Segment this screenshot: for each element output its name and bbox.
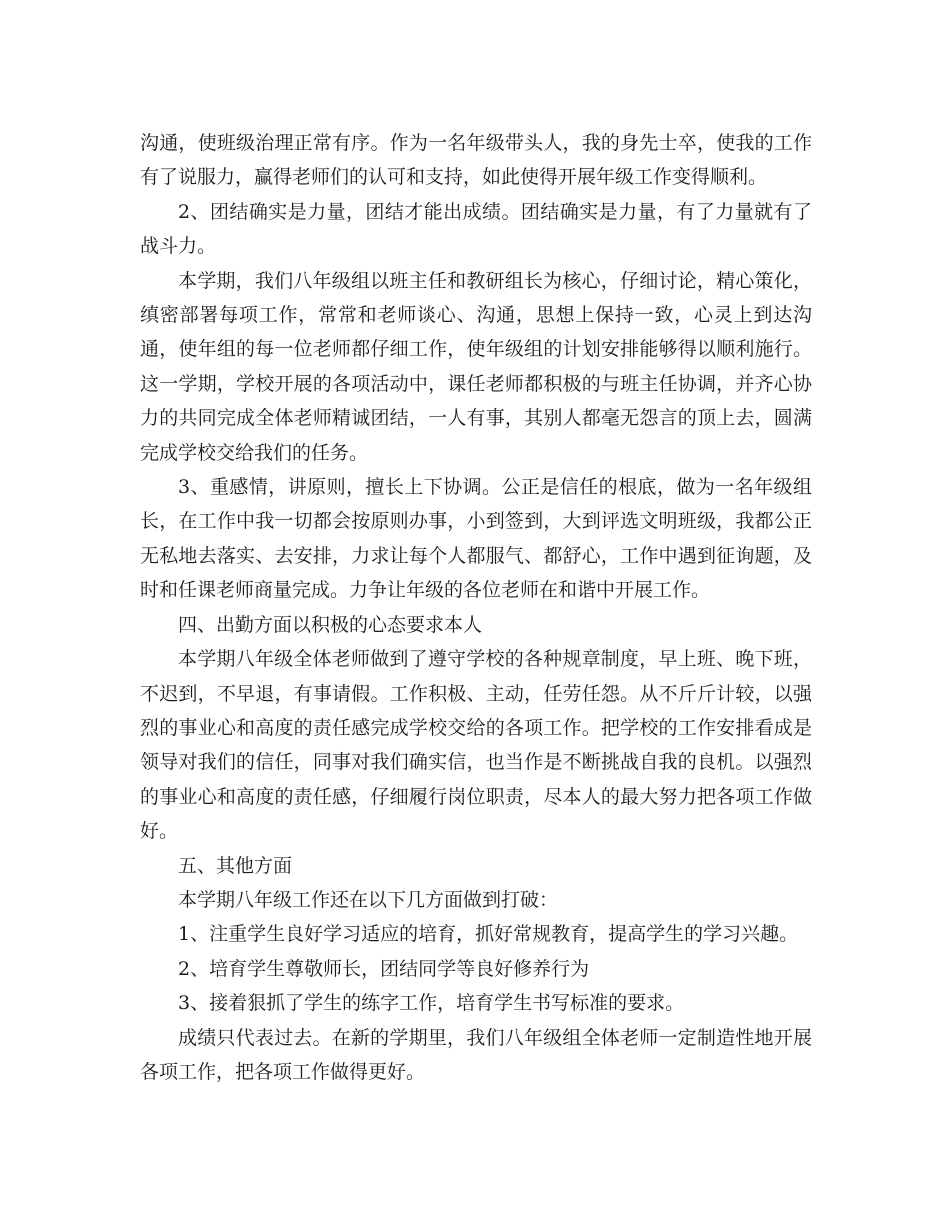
section-heading: 五、其他方面: [178, 854, 293, 877]
document-body: [140, 126, 812, 1089]
paragraph: 本学期八年级全体老师做到了遵守学校的各种规章制度，早上班、晚下班，不迟到，不早退，有事请假。工作积极、主动，任劳任怨。从不斤斤计较，以强烈的事业心和高度的责任感完成学校交给的各项工作。把学校的工作安排看成是领导对我们的信任，同事对我们确实信，也当作是不断挑战自我的良机。以强烈的事业心和高度的责任感，仔细履行岗位职责，尽本人的最大努力把各项工作做好。: [140, 648, 812, 843]
list-item: 3、接着狠抓了学生的练字工作，培育学生书写标准的要求。: [178, 992, 685, 1015]
paragraph: 2、团结确实是力量，团结才能出成绩。团结确实是力量，有了力量就有了战斗力。: [140, 200, 812, 258]
paragraph: 3、重感情，讲原则，擅长上下协调。公正是信任的根底，做为一名年级组长，在工作中我一切都会按原则办事，小到签到，大到评选文明班级，我都公正无私地去落实、去安排，力求让每个人都服气、都舒心，工作中遇到征询题，及时和任课老师商量完成。力争让年级的各位老师在和谐中开展工作。: [140, 476, 812, 602]
list-item: 2、培育学生尊敬师长，团结同学等良好修养行为: [178, 957, 590, 980]
paragraph: 成绩只代表过去。在新的学期里，我们八年级组全体老师一定制造性地开展各项工作，把各项工作做得更好。: [140, 1026, 812, 1083]
paragraph: 本学期，我们八年级组以班主任和教研组长为核心，仔细讨论，精心策化，缜密部署每项工作，常常和老师谈心、沟通，思想上保持一致，心灵上到达沟通，使年组的每一位老师都仔细工作，使年级组的计划安排能够得以顺利施行。这一学期，学校开展的各项活动中，课任老师都积极的与班主任协调，并齐心协力的共同完成全体老师精诚团结，一人有事，其别人都毫无怨言的顶上去，圆满完成学校交给我们的任务。: [140, 269, 812, 464]
paragraph-continuation: 沟通，使班级治理正常有序。作为一名年级带头人，我的身先士卒，使我的工作有了说服力，赢得老师们的认可和支持，如此使得开展年级工作变得顺利。: [140, 132, 812, 189]
paragraph: 本学期八年级工作还在以下几方面做到打破：: [178, 888, 559, 911]
section-heading: 四、出勤方面以积极的心态要求本人: [178, 613, 483, 636]
list-item: 1、注重学生良好学习适应的培育，抓好常规教育，提高学生的学习兴趣。: [178, 923, 799, 946]
